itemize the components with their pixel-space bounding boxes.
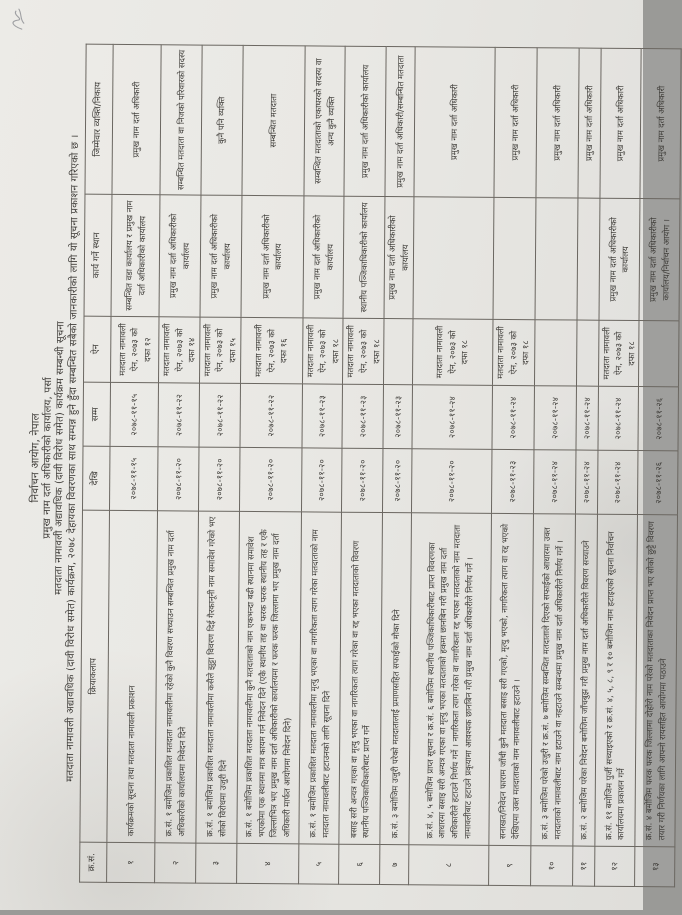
row-date-from: २०७८-११-२६ <box>638 451 679 515</box>
row-date-to: २०७८-११-२२ <box>158 383 199 447</box>
row-responsible: प्रमुख नाम दर्ता अधिकारी <box>599 48 641 198</box>
row-activity: क्र.सं. १ बमोजिम प्रकाशित मतदाता नामावलीमा कुनै मतदाताको नाम एकभन्दा बढी स्थानमा समावेश भएकोमा एक स्थानमा मात्र कायम गर्न निवेदन दिने (एकै स्थानीय तह वा फरक फरक स्थानीय तह र एकै जिल्लाभित्र भए प्रमुख नाम दर्ता अधिकारीको कार्यालयमा र फरक फरक जिल्लामा भए प्रमुख नाम दर्ता अधिकारी मार्फत आयोगमा निवेदन दिने) <box>237 511 302 843</box>
row-activity: क्र.सं. ३ बमोजिम उजुरी परेको मतदातालाई प्रमाणसहित सफाईको मौका दिने <box>380 513 411 845</box>
row-venue <box>413 197 494 320</box>
row-sn: ४ <box>236 843 298 883</box>
table-row <box>195 45 242 883</box>
row-venue <box>493 197 536 319</box>
row-responsible: प्रमुख नाम दर्ता अधिकारीको कार्यालय <box>344 46 386 196</box>
col-header-activity: क्रियाकलाप <box>80 510 110 842</box>
row-date-from: २०७८-११-२० <box>301 448 342 512</box>
row-venue: प्रमुख नाम दर्ता अधिकारीको कार्यालय <box>599 198 641 320</box>
program-table-body <box>107 44 682 886</box>
table-row <box>236 45 305 883</box>
row-activity: क्र.सं. ४, ५ बमोजिम प्राप्त सूचना र क्र.सं. ६ बमोजिम स्थानीय पञ्जिकाधिकारीबाट प्राप्त विवरणका आधारमा बसाइ सरी अन्यत्र गएका वा मृत्यु भएका मतदाताको हकमा छानबिन गरी प्रमुख नाम दर्ता अधिकारीले हटाउने निर्णय गर्ने । नागरिकता त्याग गरेका वा नागरिकता रद्द भएका मतदाताको नाम मतदाता नामावलीबाट हटाउने प्रकृयामा आवश्यक छानबिन गरी प्रमुख नाम दर्ता अधिकारीले निर्णय गर्ने । <box>408 513 491 846</box>
row-act-section: मतदाता नामावली ऐन, २०७३ को दफा १८ <box>343 318 384 384</box>
row-date-from: २०७८-११-२४ <box>533 450 576 514</box>
row-venue: प्रमुख नाम दर्ता अधिकारीको कार्यालय <box>159 195 201 317</box>
row-venue <box>535 198 578 320</box>
document-header <box>26 35 83 880</box>
row-responsible: प्रमुख नाम दर्ता अधिकारी <box>112 44 161 194</box>
row-date-to: २०७८-११-२२ <box>199 383 240 447</box>
row-sn: ११ <box>572 846 594 886</box>
row-act-section <box>534 320 577 386</box>
row-date-to: २०७८-११-२४ <box>412 385 493 450</box>
row-sn: ९ <box>488 845 530 885</box>
col-header-to: सम्म <box>83 382 111 446</box>
row-responsible: प्रमुख नाम दर्ता अधिकारी/सम्बन्धित मतदाता <box>385 47 414 197</box>
table-row <box>488 47 537 885</box>
row-date-to: २०७८-११-२२ <box>240 383 303 447</box>
row-date-to: २०७८-११-२३ <box>383 385 412 449</box>
row-venue: प्रमुख नाम दर्ता अधिकारीको कार्यालय <box>200 195 242 317</box>
row-date-from: २०७८-११-२० <box>239 447 302 511</box>
row-venue: प्रमुख नाम दर्ता अधिकारीको कार्यालय <box>384 197 413 319</box>
row-sn: १० <box>530 846 572 886</box>
row-activity: क्र.सं. ४ बमोजिम फरक फरक जिल्लामा दोहोरो नाम परेको मतदाताका निवेदन प्राप्त भए सोको छुट्टै विवरण तयार गरी निर्णयका लागि आफ्नो रायसहित आयोगमा पठाउने <box>635 515 678 847</box>
row-venue <box>577 198 600 320</box>
row-activity: सनाखत/निवेदन फाराम जाँची कुनै मतदाता बसाइ सरी गएको, मृत्यु भएको, नागरिकता त्याग वा रद्द भएको देखिएमा उक्त मतदाताको नाम नामावलीबाट हटाउने । <box>488 513 533 845</box>
row-responsible: प्रमुख नाम दर्ता अधिकारी <box>535 48 578 198</box>
row-activity: क्र.सं. १ बमोजिम प्रकाशित मतदाता नामावलीमा कसैले झुट्टा विवरण दिई गैरकानूनी नाम समावेश गरेको भए सोको विरोधमा उजुरी दिने <box>196 511 239 843</box>
row-date-from: २०७८-११-२० <box>342 448 383 512</box>
row-date-to: २०७८-११-२४ <box>576 386 599 450</box>
row-act-section: मतदाता नामावली ऐन, २०७३ को दफा १५ <box>199 317 240 383</box>
row-venue: स्थानीय पञ्जिकाधिकारीको कार्यालय <box>343 196 385 318</box>
program-table <box>79 44 682 888</box>
row-venue: प्रमुख नाम दर्ता अधिकारीको कार्यालय <box>303 196 345 318</box>
row-date-from: २०७८-११-२३ <box>491 449 534 513</box>
row-date-from: २०७८-११-२० <box>383 449 412 513</box>
row-date-to: २०७८-११-२४ <box>492 385 535 449</box>
row-date-to: २०७८-११-१५ <box>110 382 159 446</box>
row-date-to: २०७८-११-२३ <box>302 384 343 448</box>
office-title: प्रमुख नाम दर्ता अधिकारीको कार्यालय, पर्सा <box>41 377 54 539</box>
row-act-section <box>384 319 413 385</box>
table-row <box>594 48 641 886</box>
row-date-from: २०७८-११-२० <box>198 447 239 511</box>
row-date-to: २०७८-११-२३ <box>342 384 383 448</box>
row-act-section <box>639 321 680 387</box>
row-responsible: प्रमुख नाम दर्ता अधिकारी <box>413 47 494 198</box>
table-row <box>107 44 162 882</box>
row-sn: २ <box>155 843 196 883</box>
row-date-from: २०७८-११-२४ <box>575 450 598 514</box>
col-header-from: देखि <box>82 446 110 510</box>
col-header-venue: कार्य गर्ने स्थान <box>84 194 112 316</box>
col-header-responsible: जिम्मेवार व्यक्ति/निकाय <box>85 44 113 194</box>
row-responsible: सम्बन्धित मतदाता <box>242 45 305 195</box>
row-act-section: मतदाता नामावली ऐन, २०७३ को दफा १४ <box>158 317 199 383</box>
row-responsible: सम्बन्धित मतदाता वा निजको परिवारको सदस्य <box>160 45 202 195</box>
row-venue: सम्बन्धित वडा कार्यालय र प्रमुख नाम दर्ता अधिकारीको कार्यालय <box>111 194 160 316</box>
row-activity: क्र.सं. ११ बमोजिम पुर्जी सच्याइएको र क्र.सं. ४, ५, ८, ९ र १० बमोजिम नाम हटाइएको सूचना निर्वाचन कार्यालयमा प्रकाशन गर्ने <box>594 514 637 846</box>
row-venue: प्रमुख नाम दर्ता अधिकारीको कार्यालय <box>241 195 304 317</box>
row-sn: १ <box>107 842 155 882</box>
row-date-from: २०७८-११-२४ <box>597 450 638 514</box>
table-row <box>530 48 579 886</box>
row-date-to: २०७८-११-२४ <box>598 386 639 450</box>
table-row <box>298 46 345 884</box>
row-responsible: कुनै पनि व्यक्ति <box>201 45 243 195</box>
row-activity: कार्यक्रमको सूचना तथा मतदाता नामावली प्रकाशन <box>107 510 158 842</box>
row-date-to: २०७८-११-२४ <box>534 386 577 450</box>
notice-title: मतदाता नामावली अद्यावधिक (दावी विरोध समेत) कार्यक्रम सम्बन्धी सूचना <box>53 321 67 595</box>
pen-scribble-mark <box>8 6 28 32</box>
row-act-section: मतदाता नामावली ऐन, २०७३ को दफा १८ <box>492 319 535 385</box>
program-table-wrap <box>79 44 682 888</box>
row-date-from: २०७८-११-१५ <box>109 446 158 510</box>
row-responsible: प्रमुख नाम दर्ता अधिकारी <box>640 49 681 199</box>
table-row <box>635 49 682 887</box>
row-act-section: मतदाता नामावली ऐन, २०७३ को दफा १८ <box>412 319 493 386</box>
row-act-section: मतदाता नामावली ऐन, २०७३ को दफा १६ <box>240 317 303 383</box>
row-activity: क्र.सं. ३ बमोजिम परेको उजुरी र क्र.सं. ७ बमोजिम सम्बन्धित मतदाताले दिएको सफाईको आधारमा उक्त मतदाताको नामावलीबाट नाम हटाउने वा नहटाउने सम्बन्धमा प्रमुख नाम दर्ता अधिकारीले निर्णय गर्ने । <box>530 514 575 846</box>
row-sn: १३ <box>635 847 675 887</box>
row-responsible: प्रमुख नाम दर्ता अधिकारी <box>493 47 536 197</box>
row-date-from: २०७८-११-२० <box>157 447 198 511</box>
row-act-section: मतदाता नामावली ऐन, २०७३ को दफा १८ <box>598 320 639 386</box>
table-row <box>155 45 202 883</box>
col-header-sn: क्र.सं. <box>80 842 107 882</box>
row-sn: ८ <box>408 845 488 886</box>
row-act-section <box>576 320 599 386</box>
row-activity: क्र.सं. १ बमोजिम प्रकाशित मतदाता नामावलीमा मृत्यु भएका वा नागरिकता त्याग गरेका मतदाताको नाम मतदाता नामावलीबाट हटाउनको लागि सूचना दिने <box>299 512 342 844</box>
notice-subtitle: मतदाता नामावली अद्यावधिक (दावी विरोध समेत) कार्यक्रम, २०७८ देहायका विवरणका साथ सम्पन्न हुने हुँदा सम्बन्धित सबैको जानकारीको लागि यो सूचना प्रकाशन गरिएको छ । <box>64 134 81 782</box>
table-row <box>408 47 495 886</box>
row-act-section: मतदाता नामावली ऐन, २०७३ को दफा १२ <box>111 316 160 382</box>
row-responsible: सम्बन्धित मतदाताको एकाघरको सदस्य वा अन्य कुनै व्यक्ति <box>304 46 346 196</box>
row-sn: ३ <box>195 843 236 883</box>
row-activity: क्र.सं. २ बमोजिम परेका निवेदन बमोजिम जाँचबुझ गरी प्रमुख नाम दर्ता अधिकारीले विवरण सच्याउने <box>572 514 597 846</box>
col-header-act: ऐन <box>84 316 112 382</box>
row-date-to: २०७८-११-२६ <box>638 387 679 451</box>
row-act-section: मतदाता नामावली ऐन, २०७३ को दफा १८ <box>302 318 343 384</box>
row-sn: ५ <box>298 844 339 884</box>
row-date-from: २०७८-११-२० <box>411 449 492 514</box>
row-activity: बसाइ सरी अन्यत्र गएका वा मृत्यु भएका वा नागरिकता त्याग गरेका वा रद्द भएका मतदाताको विवरण स्थानीय पञ्जिकाधिकारीबाट प्राप्त गर्ने <box>339 512 382 844</box>
row-responsible: प्रमुख नाम दर्ता अधिकारी <box>577 48 600 198</box>
org-title: निर्वाचन आयोग, नेपाल <box>29 413 42 503</box>
row-sn: ७ <box>380 845 409 885</box>
row-sn: ६ <box>339 844 380 884</box>
row-sn: १२ <box>594 846 635 886</box>
row-venue: प्रमुख नाम दर्ता अधिकारीको कार्यालय/निर्वाचन आयोग । <box>639 199 680 321</box>
row-activity: क्र.सं. १ बमोजिम प्रकाशित मतदाता नामावलीमा रहेको कुनै विवरण सच्याउन सम्बन्धित प्रमुख नाम दर्ता अधिकारीको कार्यालयमा निवेदन दिने <box>155 511 198 843</box>
table-row <box>339 46 386 884</box>
